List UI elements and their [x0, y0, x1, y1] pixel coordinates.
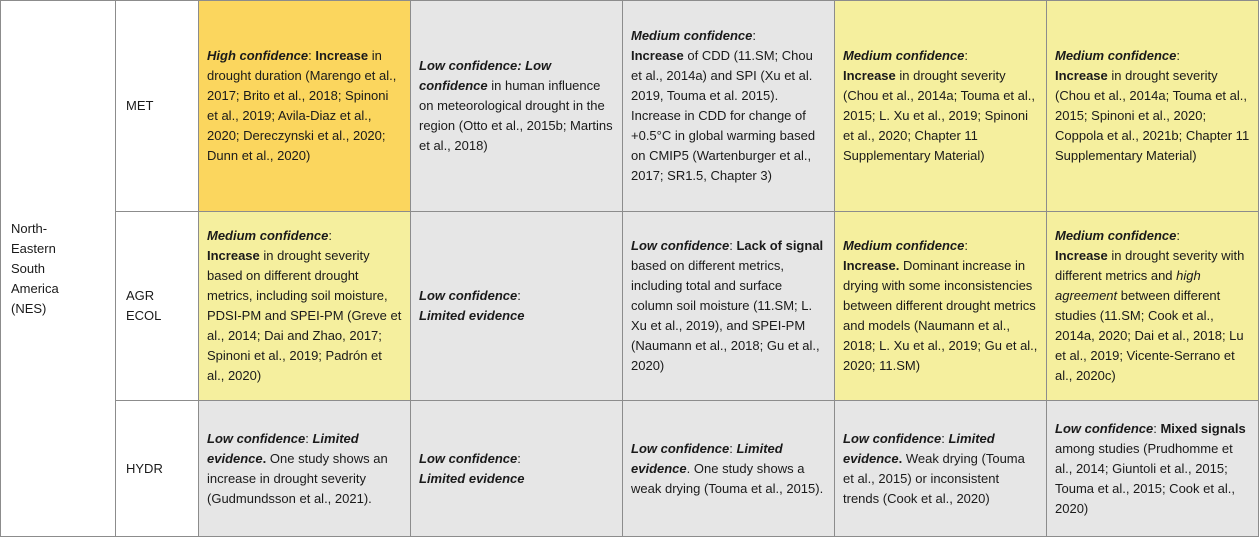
region-line: Eastern [11, 240, 56, 256]
region-line: South [11, 260, 45, 276]
region-line: (NES) [11, 300, 47, 316]
table-row-met [1, 1, 1259, 212]
table-cell: High confidence: Increase in drought duration (Marengo et al., 2017; Brito et al., 2018; Spinoni et al., 2019; Avila-Diaz et al., 2020; Dereczynski et al., 2020; Dunn et al., 2020) [199, 1, 411, 212]
table-cell: Low confidence: Limited evidence [411, 401, 623, 537]
table-row-hydr [1, 401, 1259, 537]
drought-type-hydr: HYDR [116, 401, 199, 537]
table-cell: Low confidence: Limited evidence. One study shows an increase in drought severity (Gudmundsson et al., 2021). [199, 401, 411, 537]
region-label [1, 1, 116, 537]
table-cell: Medium confidence: Increase in drought severity based on different drought metrics, including soil moisture, PDSI-PM and SPEI-PM (Greve et al., 2014; Dai and Zhao, 2017; Spinoni et al., 2019; Padrón et al., 2020) [199, 212, 411, 401]
table-row-agr-ecol [1, 212, 1259, 401]
table-cell: Medium confidence: Increase in drought severity (Chou et al., 2014a; Touma et al., 2015; Spinoni et al., 2020; Coppola et al., 2021b; Chapter 11 Supplementary Material) [1047, 1, 1259, 212]
table-cell: Low confidence: Limited evidence [411, 212, 623, 401]
table-cell: Medium confidence: Increase in drought severity with different metrics and high agreement between different studies (11.SM; Cook et al., 2014a, 2020; Dai et al., 2018; Lu et al., 2019; Vicente-Serrano et al., 2020c) [1047, 212, 1259, 401]
table-cell: Low confidence: Limited evidence. Weak drying (Touma et al., 2015) or inconsistent trends (Cook et al., 2020) [835, 401, 1047, 537]
drought-type-agr-ecol: AGR ECOL [116, 212, 199, 401]
region-line: America [11, 280, 59, 296]
table-cell: Medium confidence: Increase in drought severity (Chou et al., 2014a; Touma et al., 2015; L. Xu et al., 2019; Spinoni et al., 2020; Chapter 11 Supplementary Material) [835, 1, 1047, 212]
drought-type-met: MET [116, 1, 199, 212]
table-cell: Low confidence: Mixed signals among studies (Prudhomme et al., 2014; Giuntoli et al., 2015; Touma et al., 2015; Cook et al., 2020) [1047, 401, 1259, 537]
table-cell: Low confidence: Low confidence in human influence on meteorological drought in the region (Otto et al., 2015b; Martins et al., 2018) [411, 1, 623, 212]
region-line: North- [11, 220, 48, 236]
table-cell: Low confidence: Limited evidence. One study shows a weak drying (Touma et al., 2015). [623, 401, 835, 537]
table-cell: Low confidence: Lack of signal based on different metrics, including total and surface column soil moisture (11.SM; L. Xu et al., 2019), and SPEI-PM (Naumann et al., 2018; Gu et al., 2020) [623, 212, 835, 401]
table-cell: Medium confidence: Increase. Dominant increase in drying with some inconsistencies between different drought metrics and models (Naumann et al., 2018; L. Xu et al., 2019; Gu et al., 2020; 11.SM) [835, 212, 1047, 401]
table-cell: Medium confidence: Increase of CDD (11.SM; Chou et al., 2014a) and SPI (Xu et al. 2019, Touma et al. 2015). Increase in CDD for change of +0.5°C in global warming based on CMIP5 (Wartenburger et al., 2017; SR1.5, Chapter 3) [623, 1, 835, 212]
